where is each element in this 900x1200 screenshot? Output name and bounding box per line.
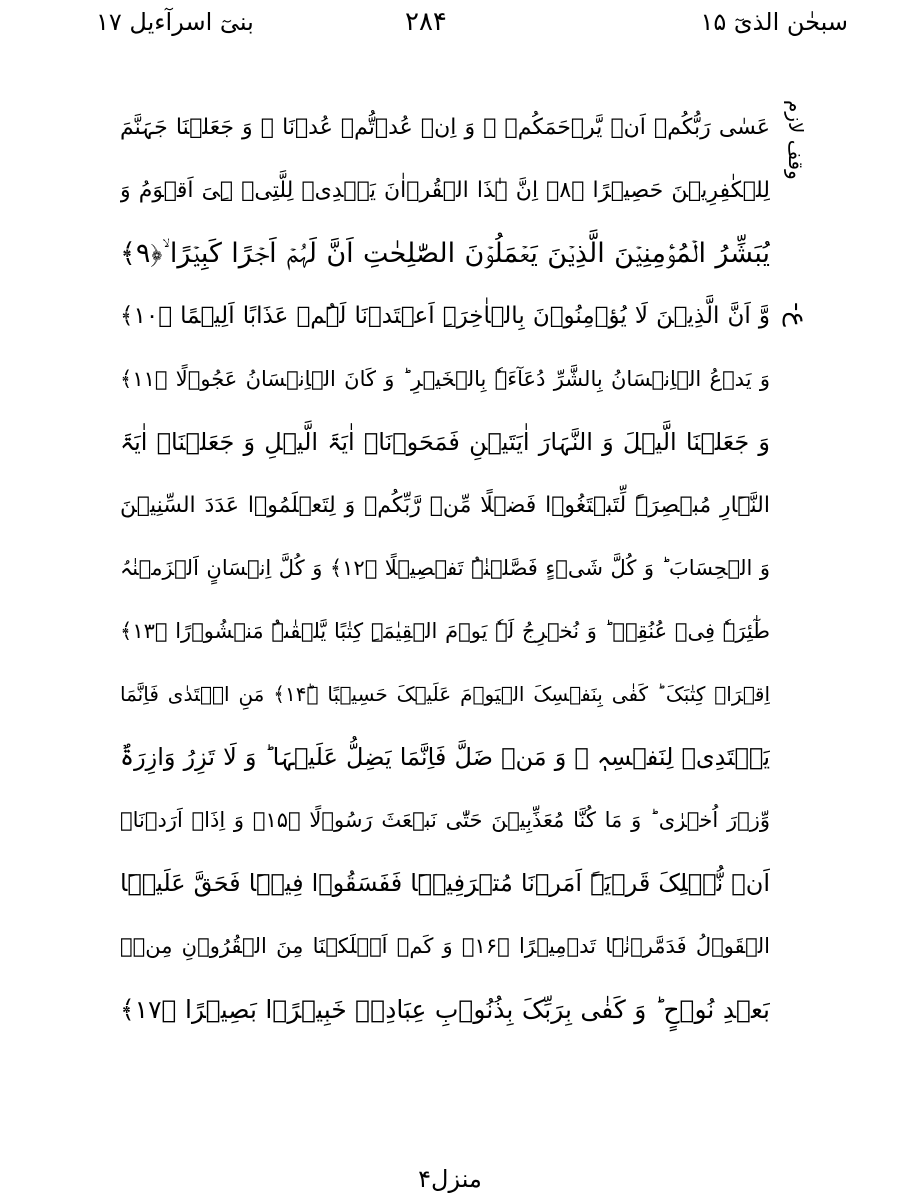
verse-line: وَ الۡحِسَابَ ؕ وَ کُلَّ شَیۡءٍ فَصَّلۡنٰہُ تَفۡصِیۡلًا ﴿۱۲﴾ وَ کُلَّ اِنۡسَانٍ اَلۡزَمۡنٰہُ [120, 556, 770, 580]
verse-line: عَسٰی رَبُّکُمۡ اَنۡ یَّرۡحَمَکُمۡ ۚ وَ اِنۡ عُدۡتُّمۡ عُدۡنَا ۘ وَ جَعَلۡنَا جَہَنَّمَ [120, 115, 770, 140]
verse-line: الۡقَوۡلُ فَدَمَّرۡنٰہَا تَدۡمِیۡرًا ﴿۱۶﴾ وَ کَمۡ اَہۡلَکۡنَا مِنَ الۡقُرُوۡنِ مِنۡۢ [120, 934, 770, 958]
verse-line: اَنۡ نُّہۡلِکَ قَرۡیَۃً اَمَرۡنَا مُتۡرَفِیۡہَا فَفَسَقُوۡا فِیۡہَا فَحَقَّ عَلَیۡہَا [120, 869, 770, 897]
verse-line: النَّہَارِ مُبۡصِرَۃً لِّتَبۡتَغُوۡا فَضۡلًا مِّنۡ رَّبِّکُمۡ وَ لِتَعۡلَمُوۡا عَدَدَ السِّنِیۡنَ [120, 493, 770, 518]
manzil-footer: منزل۴ [418, 1165, 482, 1193]
verse-line: لِلۡکٰفِرِیۡنَ حَصِیۡرًا ﴿۸﴾ اِنَّ ہٰذَا الۡقُرۡاٰنَ یَہۡدِیۡ لِلَّتِیۡ ہِیَ اَقۡوَمُ وَ [120, 178, 770, 203]
verse-line: وَ جَعَلۡنَا الَّیۡلَ وَ النَّہَارَ اٰیَتَیۡنِ فَمَحَوۡنَاۤ اٰیَۃَ الَّیۡلِ وَ جَعَلۡنَاۤ اٰیَۃَ [120, 428, 770, 456]
ruku-marker: ع- [782, 302, 812, 327]
verse-line: طٰٓئِرَہٗ فِیۡ عُنُقِہٖ ؕ وَ نُخۡرِجُ لَہٗ یَوۡمَ الۡقِیٰمَۃِ کِتٰبًا یَّلۡقٰىہُ مَنۡشُوۡرًا ﴿۱۳﴾ [120, 619, 770, 643]
verse-line: وِّزۡرَ اُخۡرٰی ؕ وَ مَا کُنَّا مُعَذِّبِیۡنَ حَتّٰی نَبۡعَثَ رَسُوۡلًا ﴿۱۵﴾ وَ اِذَاۤ اَرَدۡنَاۤ [120, 808, 770, 832]
verse-line: یَہۡتَدِیۡ لِنَفۡسِہٖ ۚ وَ مَنۡ ضَلَّ فَاِنَّمَا یَضِلُّ عَلَیۡہَا ؕ وَ لَا تَزِرُ وَازِرَۃٌ [120, 743, 770, 771]
verse-line: وَّ اَنَّ الَّذِیۡنَ لَا یُؤۡمِنُوۡنَ بِالۡاٰخِرَۃِ اَعۡتَدۡنَا لَہُمۡ عَذَابًا اَلِیۡمًا ﴿۱۰﴾ [120, 303, 770, 329]
para-name: سبحٰن الذیٓ ۱۵ [700, 8, 848, 36]
quran-text-body [120, 96, 770, 1106]
page-number: ۲۸۴ [405, 7, 447, 37]
surah-name: بنیٓ اسرآءیل ۱۷ [96, 8, 254, 36]
verse-line: بَعۡدِ نُوۡحٍ ؕ وَ کَفٰی بِرَبِّکَ بِذُنُوۡبِ عِبَادِہٖ خَبِیۡرًۢا بَصِیۡرًا ﴿۱۷﴾ [120, 995, 770, 1024]
waqf-lazim-note: وقف لازم [784, 100, 808, 180]
verse-line: وَ یَدۡعُ الۡاِنۡسَانُ بِالشَّرِّ دُعَآءَہٗ بِالۡخَیۡرِ ؕ وَ کَانَ الۡاِنۡسَانُ عَجُوۡلًا ﴿۱۱﴾ [120, 367, 770, 391]
page-header [0, 4, 900, 44]
verse-line: اِقۡرَاۡ کِتٰبَکَ ؕ کَفٰی بِنَفۡسِکَ الۡیَوۡمَ عَلَیۡکَ حَسِیۡبًا ﴿ؕ۱۴﴾ مَنِ اہۡتَدٰی فَاِنَّمَا [120, 682, 770, 706]
verse-line: یُبَشِّرُ الۡمُؤۡمِنِیۡنَ الَّذِیۡنَ یَعۡمَلُوۡنَ الصّٰلِحٰتِ اَنَّ لَہُمۡ اَجۡرًا کَبِیۡرًا ۙ﴿۹﴾ [120, 238, 770, 269]
